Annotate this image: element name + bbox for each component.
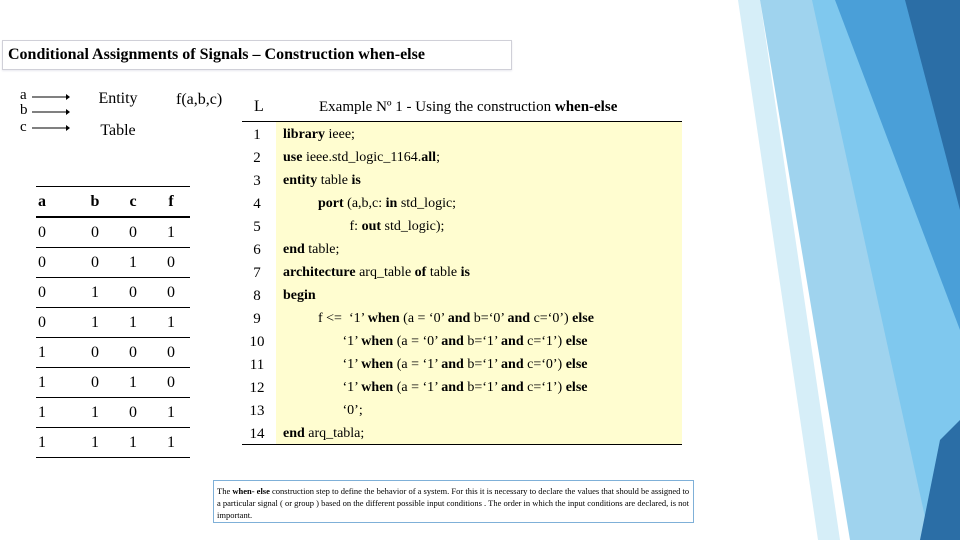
line-number: 13 <box>249 403 265 419</box>
entity-label: Entity <box>98 90 138 107</box>
code-line-6: end table; <box>283 242 340 257</box>
header-f: f <box>152 187 190 218</box>
code-line-8: begin <box>283 288 316 303</box>
code-line-3: entity table is <box>283 173 361 188</box>
cell: 1 <box>114 368 152 398</box>
table-row <box>36 368 190 398</box>
code-line-12: ‘1’ when (a = ‘1’ and b=‘1’ and c=‘1’) else <box>283 380 588 395</box>
entity-block <box>68 80 168 150</box>
table-row <box>36 308 190 338</box>
cell: 0 <box>76 248 114 278</box>
table-row <box>36 428 190 458</box>
code-line-7: architecture arq_table of table is <box>283 265 470 280</box>
cell: 0 <box>36 217 76 248</box>
input-b: b <box>20 102 28 118</box>
cell: 1 <box>152 217 190 248</box>
line-number: 14 <box>249 426 265 442</box>
cell: 1 <box>114 308 152 338</box>
cell: 0 <box>152 368 190 398</box>
line-number: 7 <box>253 265 261 281</box>
cell: 0 <box>114 398 152 428</box>
slide-title: Conditional Assignments of Signals – Construction when-else <box>8 46 425 63</box>
input-arrows <box>30 85 70 145</box>
code-line-2: use ieee.std_logic_1164.all; <box>283 150 440 165</box>
code-line-4: port (a,b,c: in std_logic; <box>318 196 457 211</box>
cell: 0 <box>36 278 76 308</box>
table-row <box>36 248 190 278</box>
cell: 0 <box>152 248 190 278</box>
header-c: c <box>114 187 152 218</box>
line-number: 6 <box>253 242 261 258</box>
table-row <box>36 278 190 308</box>
cell: 1 <box>36 338 76 368</box>
entity-sublabel: Table <box>100 122 136 139</box>
cell: 1 <box>76 398 114 428</box>
header-a: a <box>36 187 76 218</box>
entity-output: f(a,b,c) <box>176 91 223 108</box>
cell: 1 <box>152 398 190 428</box>
truth-table <box>36 186 190 458</box>
cell: 0 <box>114 217 152 248</box>
truth-table-header <box>36 187 190 218</box>
code-line-5: f: out std_logic); <box>283 219 445 234</box>
line-number: 3 <box>253 173 261 189</box>
cell: 1 <box>76 428 114 458</box>
vhdl-code <box>283 126 678 448</box>
slide-title-box <box>2 40 512 70</box>
table-row <box>36 398 190 428</box>
line-number: 9 <box>253 311 261 327</box>
input-a: a <box>20 87 27 103</box>
line-column-label: L <box>254 98 264 115</box>
cell: 0 <box>76 217 114 248</box>
table-row <box>36 338 190 368</box>
cell: 1 <box>114 428 152 458</box>
table-row <box>36 217 190 248</box>
code-line-1: library ieee; <box>283 127 355 142</box>
code-line-14: end arq_tabla; <box>283 426 365 441</box>
cell: 0 <box>152 338 190 368</box>
input-c: c <box>20 119 27 135</box>
line-number: 1 <box>253 127 261 143</box>
code-title: Example Nº 1 - Using the construction when-else <box>319 99 618 115</box>
cell: 0 <box>114 278 152 308</box>
cell: 1 <box>76 308 114 338</box>
code-line-9: f <= ‘1’ when (a = ‘0’ and b=‘0’ and c=‘0’) else <box>283 311 594 326</box>
line-number: 4 <box>253 196 261 212</box>
code-line-13: ‘0’; <box>283 403 363 418</box>
code-line-11: ‘1’ when (a = ‘1’ and b=‘1’ and c=‘0’) else <box>283 357 588 372</box>
cell: 1 <box>36 428 76 458</box>
line-number: 5 <box>253 219 261 235</box>
line-number: 11 <box>249 357 265 373</box>
cell: 1 <box>76 278 114 308</box>
line-number: 8 <box>253 288 261 304</box>
code-header <box>242 94 682 122</box>
cell: 0 <box>36 248 76 278</box>
cell: 0 <box>76 338 114 368</box>
line-numbers <box>243 126 271 448</box>
cell: 0 <box>152 278 190 308</box>
cell: 1 <box>36 368 76 398</box>
code-line-10: ‘1’ when (a = ‘0’ and b=‘1’ and c=‘1’) else <box>283 334 588 349</box>
line-number: 2 <box>253 150 261 166</box>
cell: 1 <box>36 398 76 428</box>
cell: 0 <box>114 338 152 368</box>
explanation-note: The when- else construction step to define the behavior of a system. For this it is necessary to declare the values that should be assigned to a particular signal ( or group ) based on the different possible input conditions . The order in which the input conditions are declared, is not important. <box>213 480 694 523</box>
cell: 1 <box>114 248 152 278</box>
line-number: 12 <box>249 380 265 396</box>
line-number: 10 <box>249 334 265 350</box>
cell: 0 <box>36 308 76 338</box>
header-b: b <box>76 187 114 218</box>
cell: 0 <box>76 368 114 398</box>
cell: 1 <box>152 308 190 338</box>
cell: 1 <box>152 428 190 458</box>
